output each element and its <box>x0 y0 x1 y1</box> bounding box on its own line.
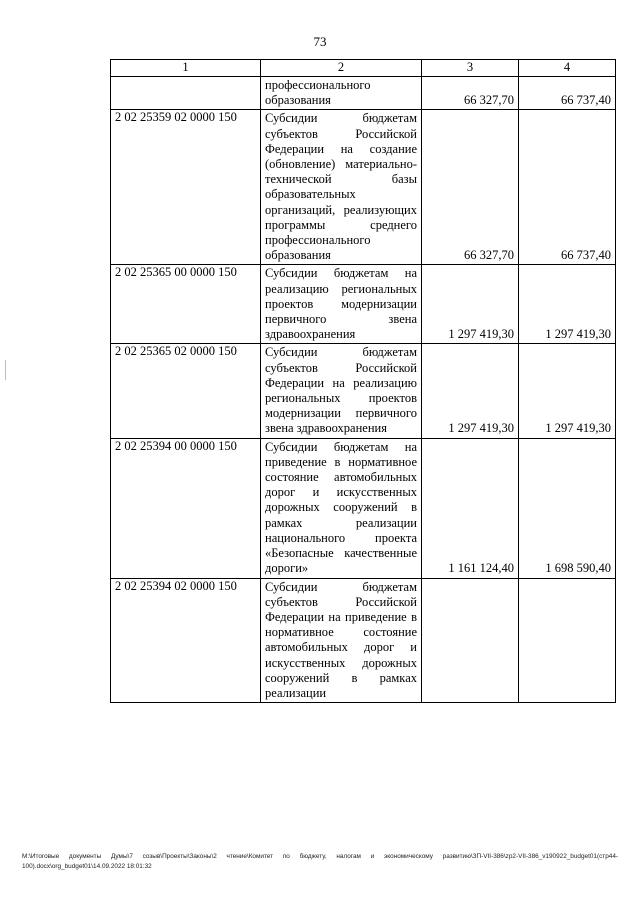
row-value-col3: 66 327,70 <box>422 110 519 265</box>
page-number: 73 <box>313 34 327 49</box>
row-code: 2 02 25394 00 0000 150 <box>111 438 261 578</box>
row-description: Субсидии бюджетам субъектов Российской Федерации на приведение в нормативное состояние автомобильных дорог и искусственных дорожных сооружений в рамках реализации <box>261 578 422 703</box>
table-row <box>111 77 616 110</box>
budget-table <box>110 59 616 703</box>
row-value-col4: 66 737,40 <box>519 110 616 265</box>
file-path-footer: M:\Итоговые документы Думы\7 созыв\Проекты\Законы\2 чтение\Комитет по бюджету, налогам и экономическому развитию\ЗП-VII-386\zp2-VII-386_v190922_budget01(стр44-100).docx\org_budget01\14.09.2022 18:01:32 <box>22 853 618 870</box>
table-row <box>111 578 616 703</box>
row-description: Субсидии бюджетам на приведение в нормативное состояние автомобильных дорог и искусственных дорожных сооружений в рамках реализации национального проекта «Безопасные качественные дороги» <box>261 438 422 578</box>
row-value-col4: 66 737,40 <box>519 77 616 110</box>
row-code: 2 02 25394 02 0000 150 <box>111 578 261 703</box>
table-header-row <box>111 60 616 77</box>
row-code: 2 02 25365 02 0000 150 <box>111 344 261 438</box>
table-row <box>111 110 616 265</box>
row-value-col3: 1 161 124,40 <box>422 438 519 578</box>
row-description: Субсидии бюджетам субъектов Российской Федерации на реализацию региональных проектов модернизации первичного звена здравоохранения <box>261 344 422 438</box>
row-value-col4: 1 297 419,30 <box>519 344 616 438</box>
margin-mark <box>5 360 6 380</box>
row-value-col3: 66 327,70 <box>422 77 519 110</box>
table-row <box>111 344 616 438</box>
row-value-col4 <box>519 578 616 703</box>
table-row <box>111 438 616 578</box>
row-value-col3: 1 297 419,30 <box>422 265 519 344</box>
header-col-3: 3 <box>422 60 519 77</box>
row-description: Субсидии бюджетам субъектов Российской Федерации на создание (обновление) материально-технической базы образовательных организаций, реализующих программы среднего профессионального образования <box>261 110 422 265</box>
row-value-col4: 1 297 419,30 <box>519 265 616 344</box>
header-col-4: 4 <box>519 60 616 77</box>
row-value-col4: 1 698 590,40 <box>519 438 616 578</box>
header-col-2: 2 <box>261 60 422 77</box>
row-code <box>111 77 261 110</box>
row-description: профессионального образования <box>261 77 422 110</box>
row-value-col3 <box>422 578 519 703</box>
row-code: 2 02 25359 02 0000 150 <box>111 110 261 265</box>
row-value-col3: 1 297 419,30 <box>422 344 519 438</box>
row-description: Субсидии бюджетам на реализацию региональных проектов модернизации первичного звена здравоохранения <box>261 265 422 344</box>
table-row <box>111 265 616 344</box>
header-col-1: 1 <box>111 60 261 77</box>
row-code: 2 02 25365 00 0000 150 <box>111 265 261 344</box>
